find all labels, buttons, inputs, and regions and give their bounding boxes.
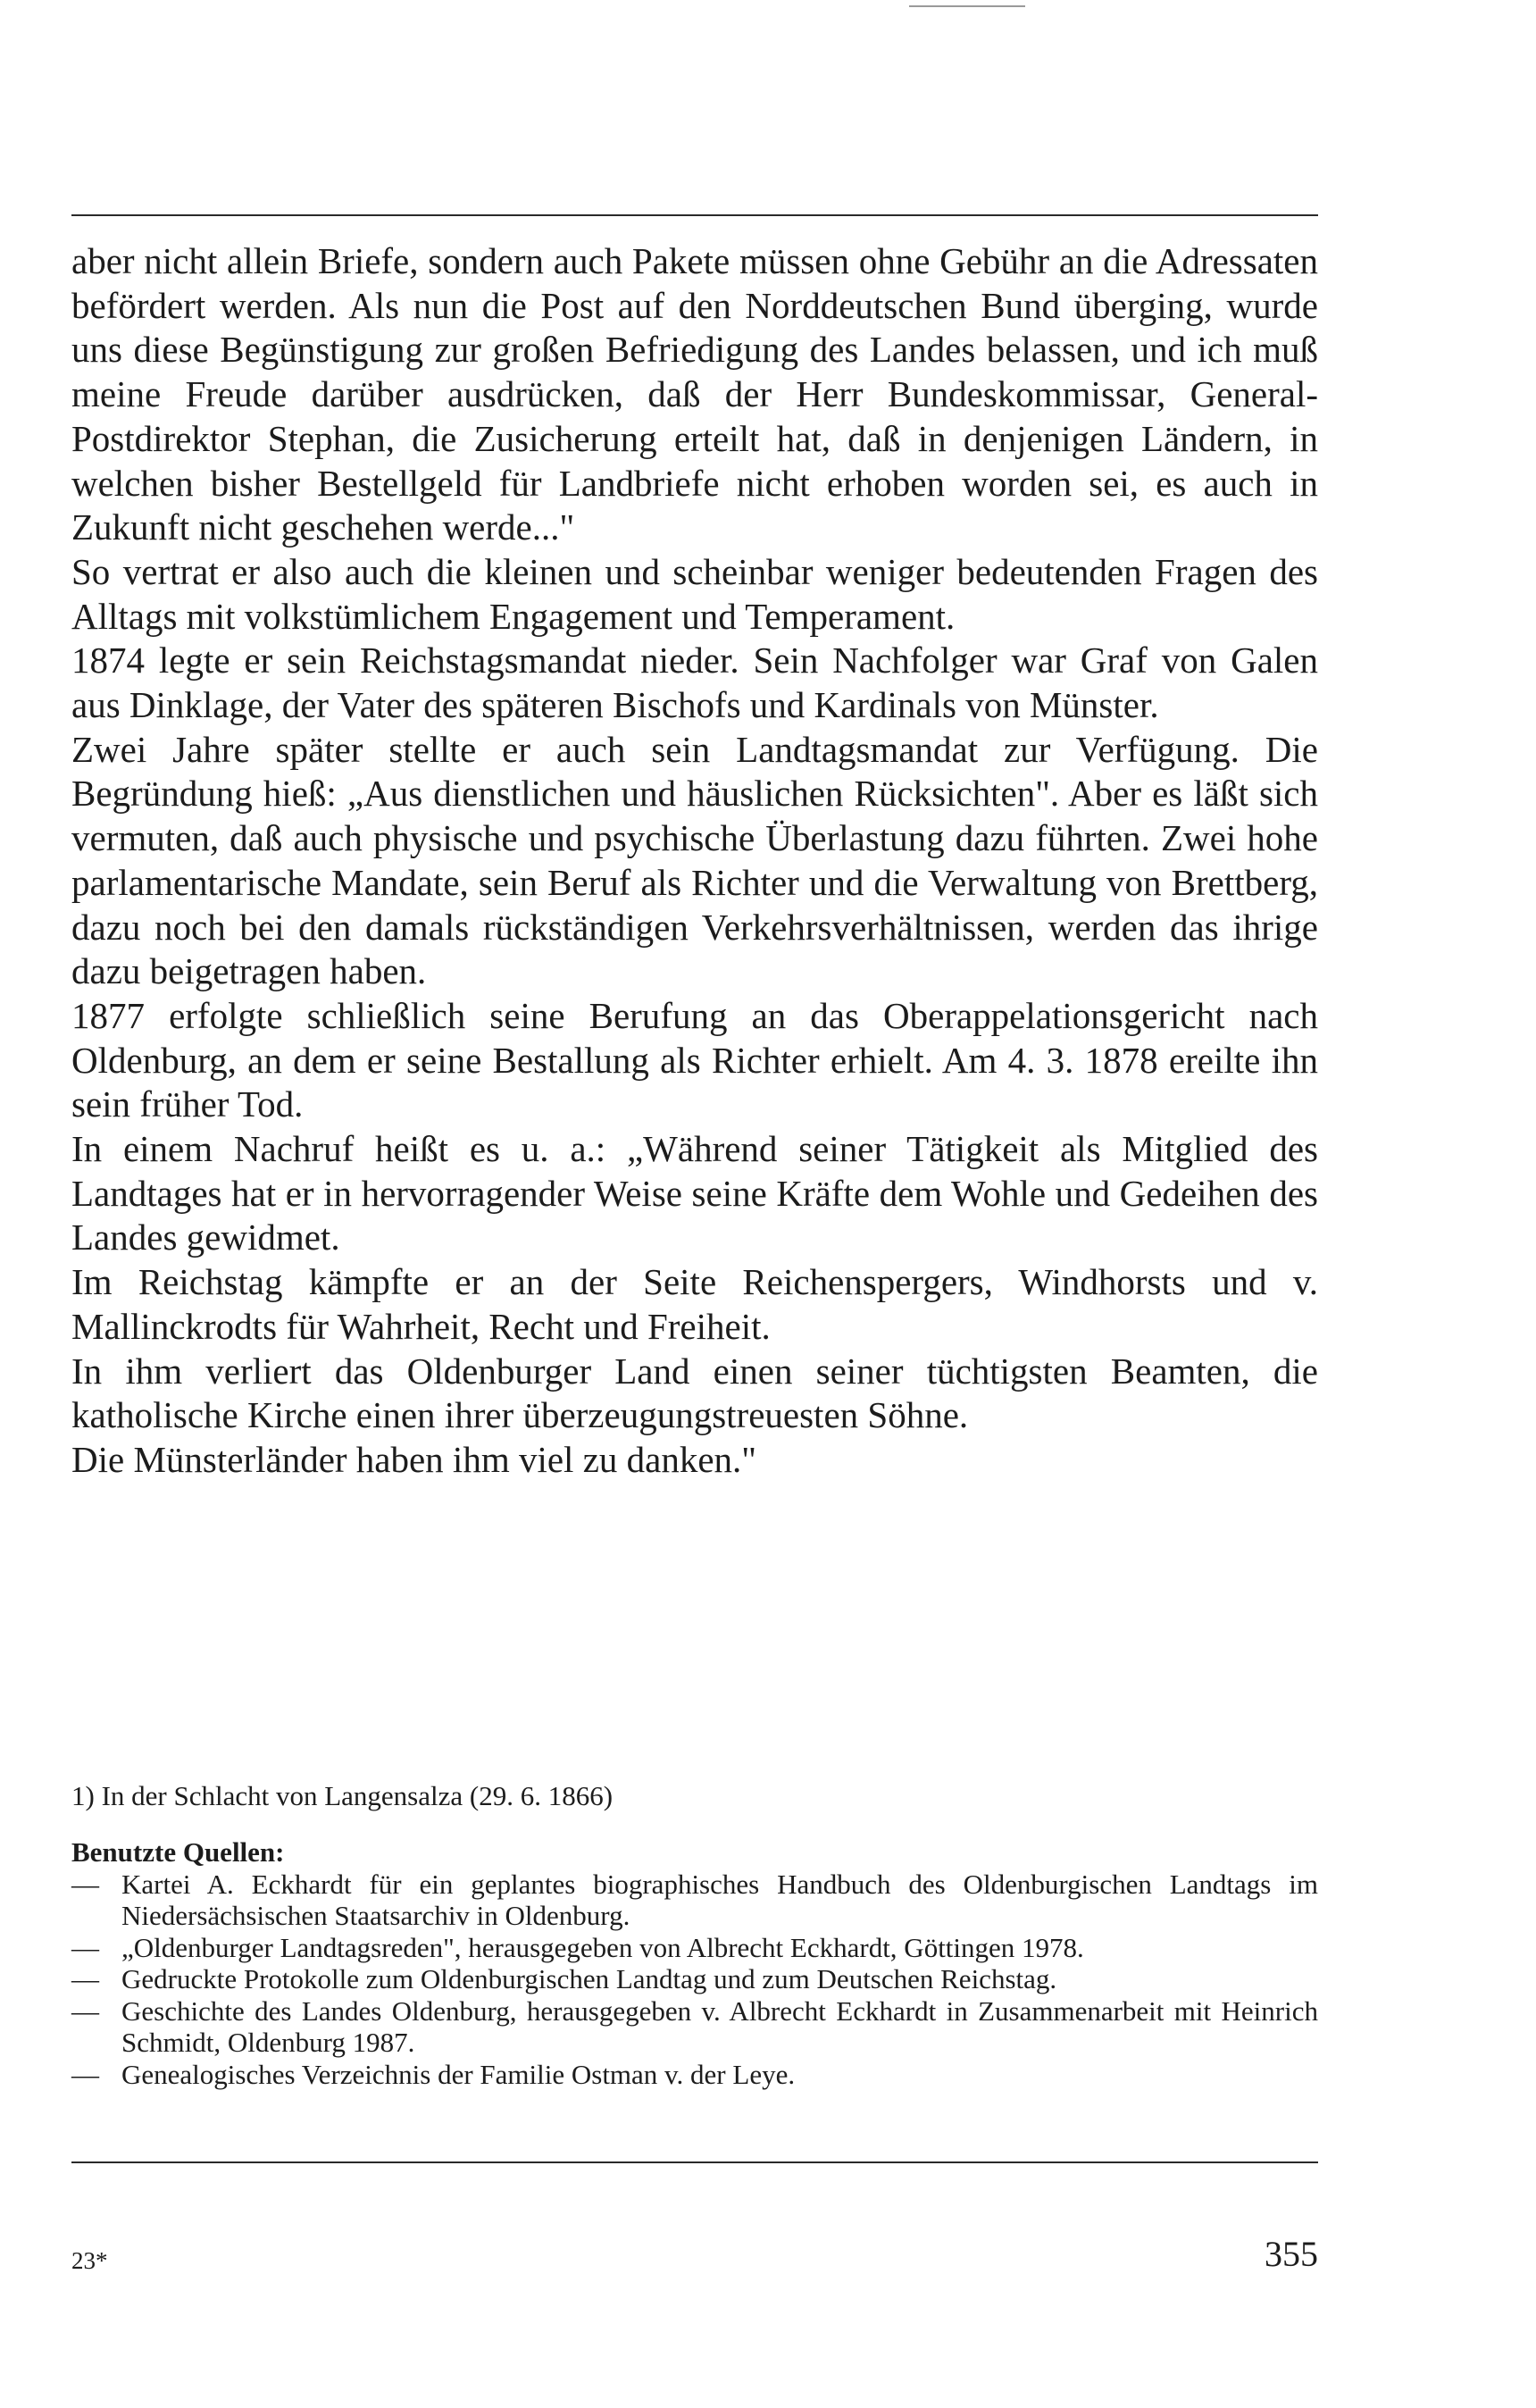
footnote: 1) In der Schlacht von Langensalza (29. 6. 1866) — [71, 1780, 614, 1811]
source-text: Gedruckte Protokolle zum Oldenburgischen Landtag und zum Deutschen Reichstag. — [121, 1963, 1057, 1994]
paragraph: 1874 legte er sein Reichstagsmandat nieder. Sein Nachfolger war Graf von Galen aus Dinklage, der Vater des späteren Bischofs und Kardinals von Münster. — [71, 640, 1318, 726]
paragraph: Zwei Jahre später stellte er auch sein Landtagsmandat zur Verfügung. Die Begründung hieß: „Aus dienstlichen und häuslichen Rücksichten". Aber es läßt sich vermuten, daß auch physische und psychische Überlastung dazu führten. Zwei hohe parlamentarische Mandate, sein Beruf als Richter und die Verwaltung von Brettberg, dazu noch bei den damals rückständigen Verkehrsverhältnissen, werden das ihrige dazu beigetragen haben. — [71, 728, 1318, 992]
list-dash: — — [71, 1931, 99, 1963]
source-text: Genealogisches Verzeichnis der Familie Ostman v. der Leye. — [121, 2058, 796, 2090]
paragraph: Im Reichstag kämpfte er an der Seite Reichenspergers, Windhorsts und v. Mallinckrodts für Wahrheit, Recht und Freiheit. — [71, 1261, 1318, 1347]
paragraph: Die Münsterländer haben ihm viel zu danken." — [71, 1438, 757, 1480]
list-dash: — — [71, 2058, 99, 2090]
paragraph: aber nicht allein Briefe, sondern auch Pakete müssen ohne Gebühr an die Adressaten befördert werden. Als nun die Post auf den Norddeutschen Bund überging, wurde uns diese Begünstigung zur großen Befriedigung des Landes belassen, und ich muß meine Freude darüber ausdrücken, daß der Herr Bundeskommissar, General-Postdirektor Stephan, die Zusicherung erteilt hat, daß in denjenigen Ländern, in welchen bisher Bestellgeld für Landbriefe nicht erhoben worden sei, es auch in Zukunft nicht geschehen werde..." — [71, 240, 1318, 548]
sources-list — [71, 1869, 1318, 2091]
list-dash: — — [71, 1994, 99, 2027]
top-margin-mark — [909, 5, 1025, 7]
paragraph: So vertrat er also auch die kleinen und scheinbar weniger bedeutenden Fragen des Alltags mit volkstümlichem Engagement und Temperament. — [71, 550, 1318, 637]
source-text: „Oldenburger Landtagsreden", herausgegeben von Albrecht Eckhardt, Göttingen 1978. — [121, 1931, 1084, 1963]
sources-heading: Benutzte Quellen: — [71, 1836, 285, 1868]
sources-section — [71, 1836, 1318, 2090]
list-dash: — — [71, 1868, 99, 1900]
source-text: Kartei A. Eckhardt für ein geplantes biographisches Handbuch des Oldenburgischen Landtags im Niedersächsischen Staatsarchiv in Oldenburg. — [121, 1868, 1318, 1931]
list-item — [71, 1869, 1318, 1932]
list-item — [71, 1932, 1318, 1964]
list-dash: — — [71, 1963, 99, 1994]
page-number: 355 — [1265, 2234, 1318, 2274]
source-text: Geschichte des Landes Oldenburg, herausgegeben v. Albrecht Eckhardt in Zusammenarbeit mit Heinrich Schmidt, Oldenburg 1987. — [121, 1994, 1318, 2058]
list-item — [71, 2059, 1318, 2091]
main-text — [71, 239, 1318, 1483]
list-item — [71, 1963, 1318, 1995]
list-item — [71, 1995, 1318, 2059]
signature-mark: 23* — [71, 2247, 108, 2274]
paragraph: In ihm verliert das Oldenburger Land einen seiner tüchtigsten Beamten, die katholische Kirche einen ihrer überzeugungstreuesten Söhne. — [71, 1350, 1318, 1436]
bottom-rule — [71, 2161, 1318, 2163]
paragraph: 1877 erfolgte schließlich seine Berufung an das Oberappelationsgericht nach Oldenburg, an dem er seine Bestallung als Richter erhielt. Am 4. 3. 1878 ereilte ihn sein früher Tod. — [71, 994, 1318, 1125]
top-rule — [71, 214, 1318, 216]
paragraph: In einem Nachruf heißt es u. a.: „Während seiner Tätigkeit als Mitglied des Landtages hat er in hervorragender Weise seine Kräfte dem Wohle und Gedeihen des Landes gewidmet. — [71, 1128, 1318, 1258]
